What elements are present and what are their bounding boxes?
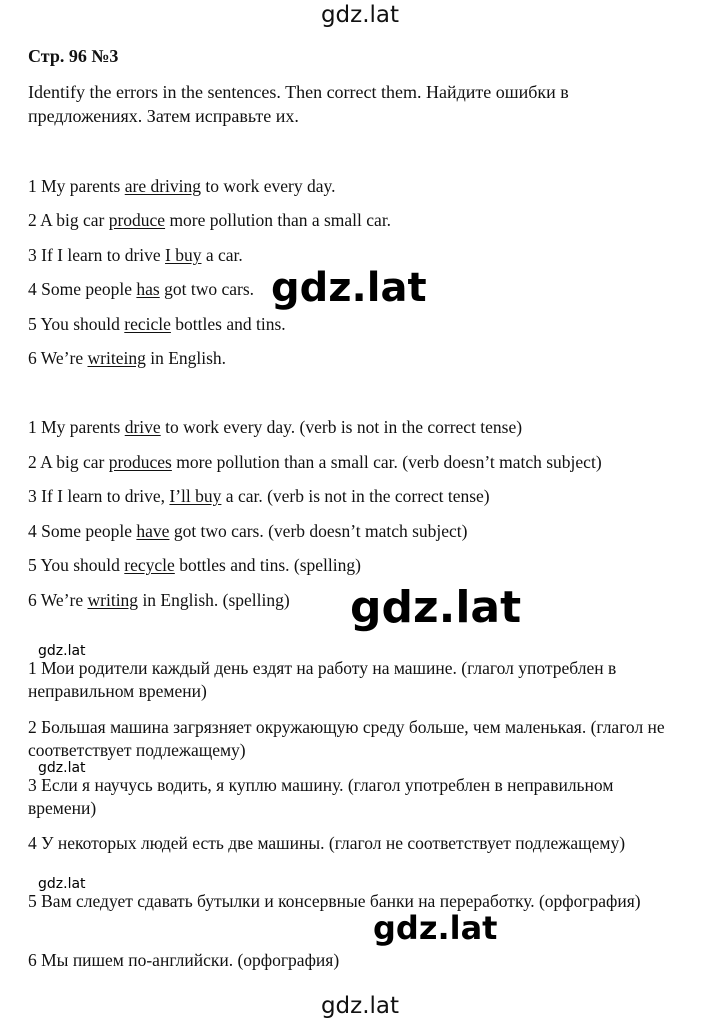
watermark-small-1: gdz.lat (38, 643, 86, 659)
error-sentence-6: 6 We’re writeing in English. (28, 348, 227, 368)
corrected-sentence-4: 4 Some people have got two cars. (verb doesn’t match subject) (28, 521, 468, 541)
underlined-correction: drive (124, 417, 161, 437)
task-instruction: Identify the errors in the sentences. Then correct them. Найдите ошибки в предложениях. Затем исправьте их. (28, 82, 569, 126)
error-sentence-4: 4 Some people has got two cars. (28, 279, 255, 299)
underlined-correction: writing (87, 590, 139, 610)
corrected-sentence-2: 2 A big car produces more pollution than a small car. (verb doesn’t match subject) (28, 452, 602, 472)
translation-6: 6 Мы пишем по-английски. (орфография) (28, 950, 340, 970)
translation-4: 4 У некоторых людей есть две машины. (глагол не соответствует подлежащему) (28, 833, 626, 853)
underlined-error: has (136, 279, 160, 299)
corrected-sentence-5: 5 You should recycle bottles and tins. (spelling) (28, 555, 361, 575)
underlined-correction: I’ll buy (169, 486, 222, 506)
watermark-large-2: gdz.lat (350, 582, 522, 633)
watermark-top: gdz.lat (320, 2, 400, 28)
corrected-sentence-6: 6 We’re writing in English. (spelling) (28, 590, 290, 610)
underlined-error: are driving (124, 176, 202, 196)
underlined-error: I buy (165, 245, 202, 265)
translation-5: 5 Вам следует сдавать бутылки и консервные банки на переработку. (орфография) (28, 891, 641, 911)
underlined-error: recicle (124, 314, 171, 334)
watermark-small-2: gdz.lat (38, 760, 86, 776)
page-heading: Стр. 96 №3 (28, 46, 119, 66)
underlined-correction: have (136, 521, 170, 541)
error-sentence-5: 5 You should recicle bottles and tins. (28, 314, 286, 334)
underlined-error: produce (108, 210, 166, 230)
corrected-sentence-3: 3 If I learn to drive, I’ll buy a car. (verb is not in the correct tense) (28, 486, 490, 506)
underlined-correction: recycle (124, 555, 175, 575)
watermark-small-3: gdz.lat (38, 876, 86, 892)
watermark-large-3: gdz.lat (373, 909, 498, 947)
translation-1: 1 Мои родители каждый день ездят на работу на машине. (глагол употреблен в неправильном времени) (28, 658, 617, 701)
watermark-large-1: gdz.lat (271, 265, 427, 311)
error-sentence-1: 1 My parents are driving to work every day. (28, 176, 336, 196)
translation-3: 3 Если я научусь водить, я куплю машину. (глагол употреблен в неправильном времени) (28, 775, 614, 818)
watermark-bottom: gdz.lat (320, 993, 400, 1019)
underlined-error: writeing (87, 348, 146, 368)
error-sentence-2: 2 A big car produce more pollution than a small car. (28, 210, 392, 230)
translation-2: 2 Большая машина загрязняет окружающую среду больше, чем маленькая. (глагол не соответствует подлежащему) (28, 717, 665, 760)
corrected-sentence-1: 1 My parents drive to work every day. (verb is not in the correct tense) (28, 417, 523, 437)
underlined-correction: produces (108, 452, 172, 472)
error-sentence-3: 3 If I learn to drive I buy a car. (28, 245, 243, 265)
